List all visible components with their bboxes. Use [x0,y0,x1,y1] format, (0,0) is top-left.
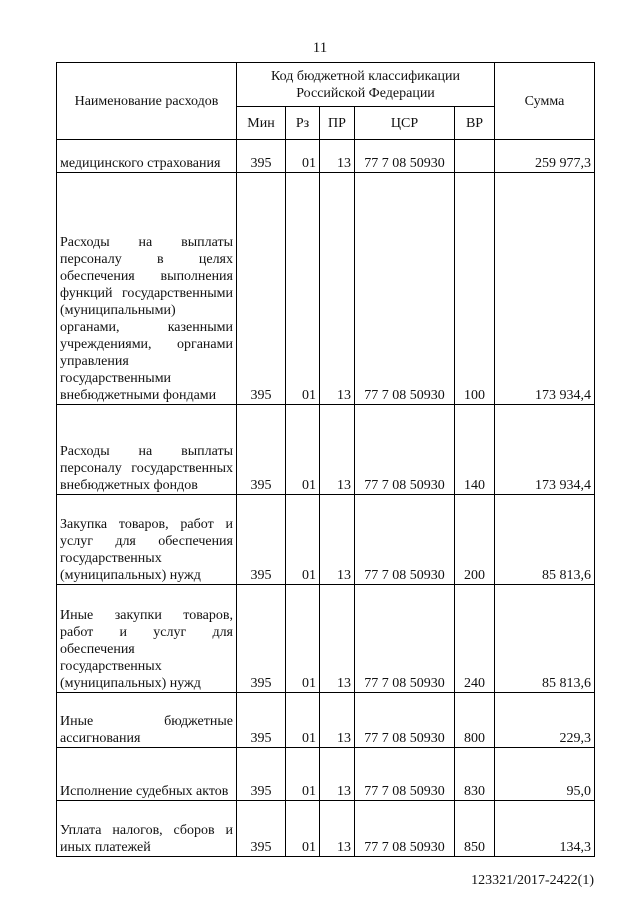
row-sum: 85 813,6 [495,495,595,585]
header-rz: Рз [286,107,320,140]
header-sum-column: Сумма [495,63,595,140]
row-min: 395 [237,405,286,495]
table-row [57,748,595,801]
row-name: Иные закупки товаров, работ и услуг для обеспечения государственных (муниципальных) нужд [57,585,237,693]
row-sum: 134,3 [495,801,595,857]
table-row [57,801,595,857]
table-row [57,405,595,495]
row-vr: 830 [455,748,495,801]
row-vr: 850 [455,801,495,857]
row-pr: 13 [320,140,355,173]
row-min: 395 [237,801,286,857]
row-csr: 77 7 08 50930 [355,748,455,801]
table-row [57,495,595,585]
row-name: Расходы на выплаты персоналу в целях обеспечения выполнения функций государственными (муниципальными) органами, казенными учреждениями, органами управления государственными внебюджетными фондами [57,173,237,405]
row-sum: 173 934,4 [495,405,595,495]
header-min: Мин [237,107,286,140]
table-row [57,693,595,748]
row-vr: 240 [455,585,495,693]
row-name: медицинского страхования [57,140,237,173]
row-vr: 200 [455,495,495,585]
row-csr: 77 7 08 50930 [355,140,455,173]
row-pr: 13 [320,495,355,585]
row-pr: 13 [320,693,355,748]
row-min: 395 [237,585,286,693]
header-pr: ПР [320,107,355,140]
row-pr: 13 [320,801,355,857]
row-csr: 77 7 08 50930 [355,405,455,495]
row-csr: 77 7 08 50930 [355,801,455,857]
row-name: Расходы на выплаты персоналу государственных внебюджетных фондов [57,405,237,495]
row-rz: 01 [286,405,320,495]
row-csr: 77 7 08 50930 [355,693,455,748]
row-pr: 13 [320,585,355,693]
row-min: 395 [237,173,286,405]
row-sum: 173 934,4 [495,173,595,405]
budget-table [56,62,595,857]
row-vr: 100 [455,173,495,405]
row-name: Иные бюджетные ассигнования [57,693,237,748]
document-code: 123321/2017-2422(1) [471,873,594,888]
row-sum: 229,3 [495,693,595,748]
row-rz: 01 [286,173,320,405]
row-vr [455,140,495,173]
row-csr: 77 7 08 50930 [355,495,455,585]
row-name: Закупка товаров, работ и услуг для обеспечения государственных (муниципальных) нужд [57,495,237,585]
row-sum: 85 813,6 [495,585,595,693]
row-vr: 800 [455,693,495,748]
row-name: Исполнение судебных актов [57,748,237,801]
row-name: Уплата налогов, сборов и иных платежей [57,801,237,857]
row-min: 395 [237,693,286,748]
row-vr: 140 [455,405,495,495]
row-sum: 95,0 [495,748,595,801]
row-min: 395 [237,495,286,585]
table-row [57,585,595,693]
row-rz: 01 [286,585,320,693]
page-number: 11 [312,40,328,56]
table-row [57,140,595,173]
row-pr: 13 [320,173,355,405]
row-sum: 259 977,3 [495,140,595,173]
row-min: 395 [237,748,286,801]
header-classification-group: Код бюджетной классификации Российской Федерации [237,63,495,107]
row-rz: 01 [286,495,320,585]
header-name-column: Наименование расходов [57,63,237,140]
row-rz: 01 [286,140,320,173]
row-rz: 01 [286,801,320,857]
row-pr: 13 [320,748,355,801]
row-rz: 01 [286,748,320,801]
table-row [57,173,595,405]
row-rz: 01 [286,693,320,748]
row-pr: 13 [320,405,355,495]
row-csr: 77 7 08 50930 [355,173,455,405]
row-min: 395 [237,140,286,173]
row-csr: 77 7 08 50930 [355,585,455,693]
header-vr: ВР [455,107,495,140]
header-csr: ЦСР [355,107,455,140]
